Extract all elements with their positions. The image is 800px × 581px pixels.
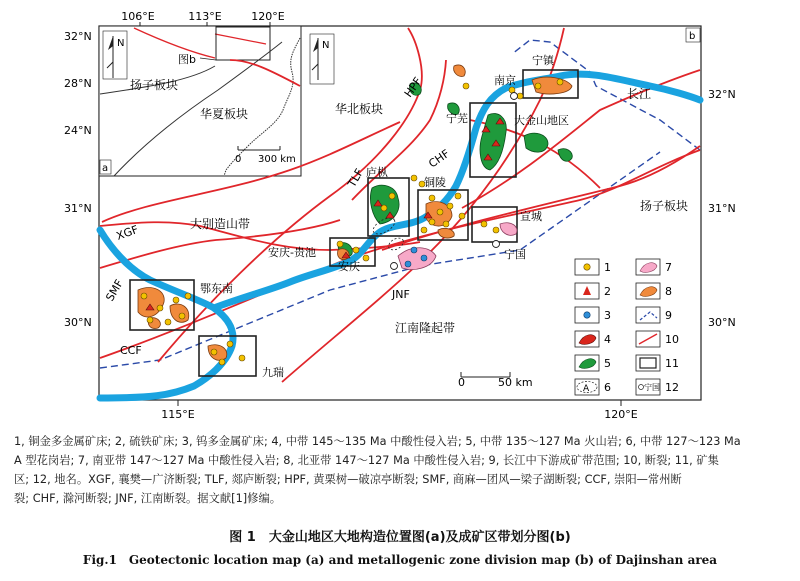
svg-text:8: 8 [665,285,672,298]
svg-text:4: 4 [604,333,611,346]
panel-b-label: b [689,31,696,42]
top-longitude-ticks [121,10,284,26]
svg-text:2: 2 [604,285,611,298]
svg-text:宁国: 宁国 [644,383,660,392]
svg-text:6: 6 [604,381,611,394]
svg-text:300 km: 300 km [258,154,296,165]
legend [572,259,700,399]
lon-tick-115: 115°E [161,408,195,421]
inset-plate-huaxia: 华夏板块 [200,107,249,121]
label-dajinshan: 大金山地区 [514,114,569,127]
lat-tick-32-left: 32°N [64,30,92,43]
lat-tick-31-right: 31°N [708,202,736,215]
inset-map [99,26,301,176]
lon-tick-106: 106°E [121,10,155,23]
lat-tick-28-left: 28°N [64,77,92,90]
figure-title-cn: 图 1 大金山地区大地构造位置图(a)及成矿区带划分图(b) [229,530,571,545]
lat-tick-32-right: 32°N [708,88,736,101]
lat-tick-24-left: 24°N [64,124,92,137]
inset-plate-yangtze: 扬子板块 [130,78,179,92]
label-jnf: JNF [392,288,410,301]
label-xgf: XGF [114,222,141,243]
left-latitude-ticks [64,30,92,329]
lon-tick-113: 113°E [188,10,222,23]
svg-text:7: 7 [665,261,672,274]
scale-zero: 0 [458,376,465,389]
right-latitude-ticks [708,88,736,329]
caption-line-4: 裂; CHF, 滁河断裂; JNF, 江南断裂。据文献[1]修编。 [14,492,282,505]
label-ningguo: 宁国 [504,248,526,261]
label-ningwu: 宁芜 [446,112,468,125]
inset-panel-label: a [102,163,109,174]
label-hpf: HPF [401,74,425,100]
svg-text:10: 10 [665,333,679,346]
caption-line-2: A 型花岗岩; 7, 南亚带 147～127 Ma 中酸性侵入岩; 8, 北亚带 147～127 Ma 中酸性侵入岩; 9, 长江中下游成矿带范围; 10, 断裂; 11, 矿集 [14,454,719,467]
label-changjiang: 长江 [627,87,652,101]
svg-text:5: 5 [604,357,611,370]
svg-text:12: 12 [665,381,679,394]
label-nanjing: 南京 [494,74,516,87]
label-huabei: 华北板块 [335,102,384,116]
lat-tick-31-left: 31°N [64,202,92,215]
figure-title-en: Fig.1 Geotectonic location map (a) and metallogenic zone division map (b) of Dajinshan area [82,553,718,567]
label-chf: CHF [426,147,452,171]
label-xuancheng: 宣城 [520,210,542,223]
caption-line-3: 区; 12, 地名。XGF, 襄樊—广济断裂; TLF, 郯庐断裂; HPF, 黄栗树—破凉亭断裂; SMF, 商麻—团风—梁子湖断裂; CCF, 崇阳—常州断 [14,473,682,486]
label-edongnan: 鄂东南 [200,282,233,295]
caption-line-1: 1, 铜金多金属矿床; 2, 硫铁矿床; 3, 钨多金属矿床; 4, 中带 145～135 Ma 中酸性侵入岩; 5, 中带 135～127 Ma 火山岩; 6, 中带 127～123 Ma [14,435,741,448]
label-tongling: 铜陵 [424,176,446,189]
label-jiangnan: 江南隆起带 [395,321,456,335]
label-jiurui: 九瑞 [262,366,284,379]
svg-text:9: 9 [665,309,672,322]
inset-figb-label: 图b [178,53,196,66]
label-tlf: TLF [345,166,367,190]
svg-text:11: 11 [665,357,679,370]
scale-bar [458,372,533,389]
north-arrow-icon [310,34,334,84]
bottom-longitude-ticks [161,400,637,421]
label-anqing: 安庆 [338,260,360,273]
label-smf: SMF [103,277,127,304]
svg-text:3: 3 [604,309,611,322]
svg-text:1: 1 [604,261,611,274]
lon-tick-120: 120°E [251,10,285,23]
lon-tick-120b: 120°E [604,408,638,421]
label-dabie: 大别造山带 [190,217,251,231]
label-ningzhen: 宁镇 [532,54,554,67]
north-label: N [322,40,330,51]
svg-text:0: 0 [235,154,242,165]
label-ccf: CCF [120,344,142,357]
label-yangzi: 扬子板块 [640,199,689,213]
lat-tick-30-left: 30°N [64,316,92,329]
label-luzong: 庐枞 [366,166,388,179]
scale-label: 50 km [498,376,533,389]
lat-tick-30-right: 30°N [708,316,736,329]
label-anqing-guichi: 安庆-贵池 [268,246,316,259]
inset-north-label: N [117,38,125,49]
svg-text:A: A [583,384,590,394]
